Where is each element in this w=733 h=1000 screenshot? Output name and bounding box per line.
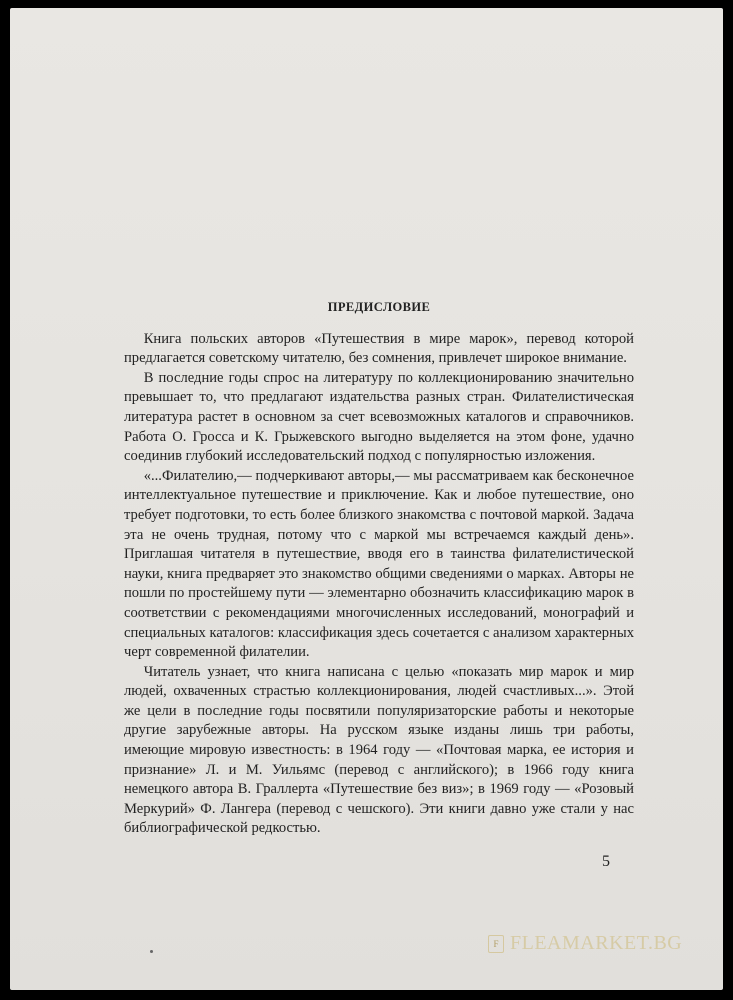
paragraph-3: «...Филателию,— подчеркивают авторы,— мы рассматриваем как бесконечное интеллектуальное путешествие и приключение. Как и любое путешествие, оно требует подготовки, то есть более близкого знакомства с почтовой маркой. Задача эта не очень трудная, потому что с маркой мы встречаемся каждый день». Приглашая читателя в путешествие, вводя его в таинства филателистической науки, книга предваряет это знакомство общими сведениями о марках. Авторы не пошли по простейшему пути — элементарно обозначить классификацию марок в соответствии с рекомендациями многочисленных исследований, монографий и специальных каталогов: классификация здесь сочетается с анализом характерных черт современной филателии. <box>124 467 634 661</box>
watermark-text: FLEAMARKET.BG <box>510 932 683 954</box>
watermark-logo-icon: F <box>488 935 504 953</box>
section-heading: ПРЕДИСЛОВИЕ <box>327 300 431 314</box>
page-number: 5 <box>602 853 610 870</box>
paragraph-4: Читатель узнает, что книга написана с целью «показать мир марок и мир людей, охваченных страстью коллекционирования, людей счастливых...». Этой же цели в последние годы посвятили популяризаторские работы и некоторые другие зарубежные авторы. На русском языке изданы лишь три работы, имеющие мировую известность: в 1964 году — «Почтовая марка, ее история и признание» Л. и М. Уильямс (перевод с английского); в 1966 году книга немецкого автора В. Граллерта «Путешествие без виз»; в 1969 году — «Розовый Меркурий» Ф. Лангера (перевод с чешского). Эти книги давно уже стали у нас библиографической редкостью. <box>124 663 634 837</box>
watermark <box>488 932 682 955</box>
book-page <box>10 8 723 990</box>
paragraph-2: В последние годы спрос на литературу по коллекционированию значительно превышает то, что предлагают издательства разных стран. Филателистическая литература растет в основном за счет всевозможных каталогов и справочников. Работа О. Гросса и К. Грыжевского выгодно выделяется на этом фоне, удачно соединив глубокий исследовательский подход с популярностью изложения. <box>124 369 634 465</box>
paper-speck <box>150 950 153 953</box>
page-content <box>124 298 634 839</box>
paragraph-1: Книга польских авторов «Путешествия в мире марок», перевод которой предлагается советскому читателю, без сомнения, привлечет широкое внимание. <box>124 330 634 367</box>
